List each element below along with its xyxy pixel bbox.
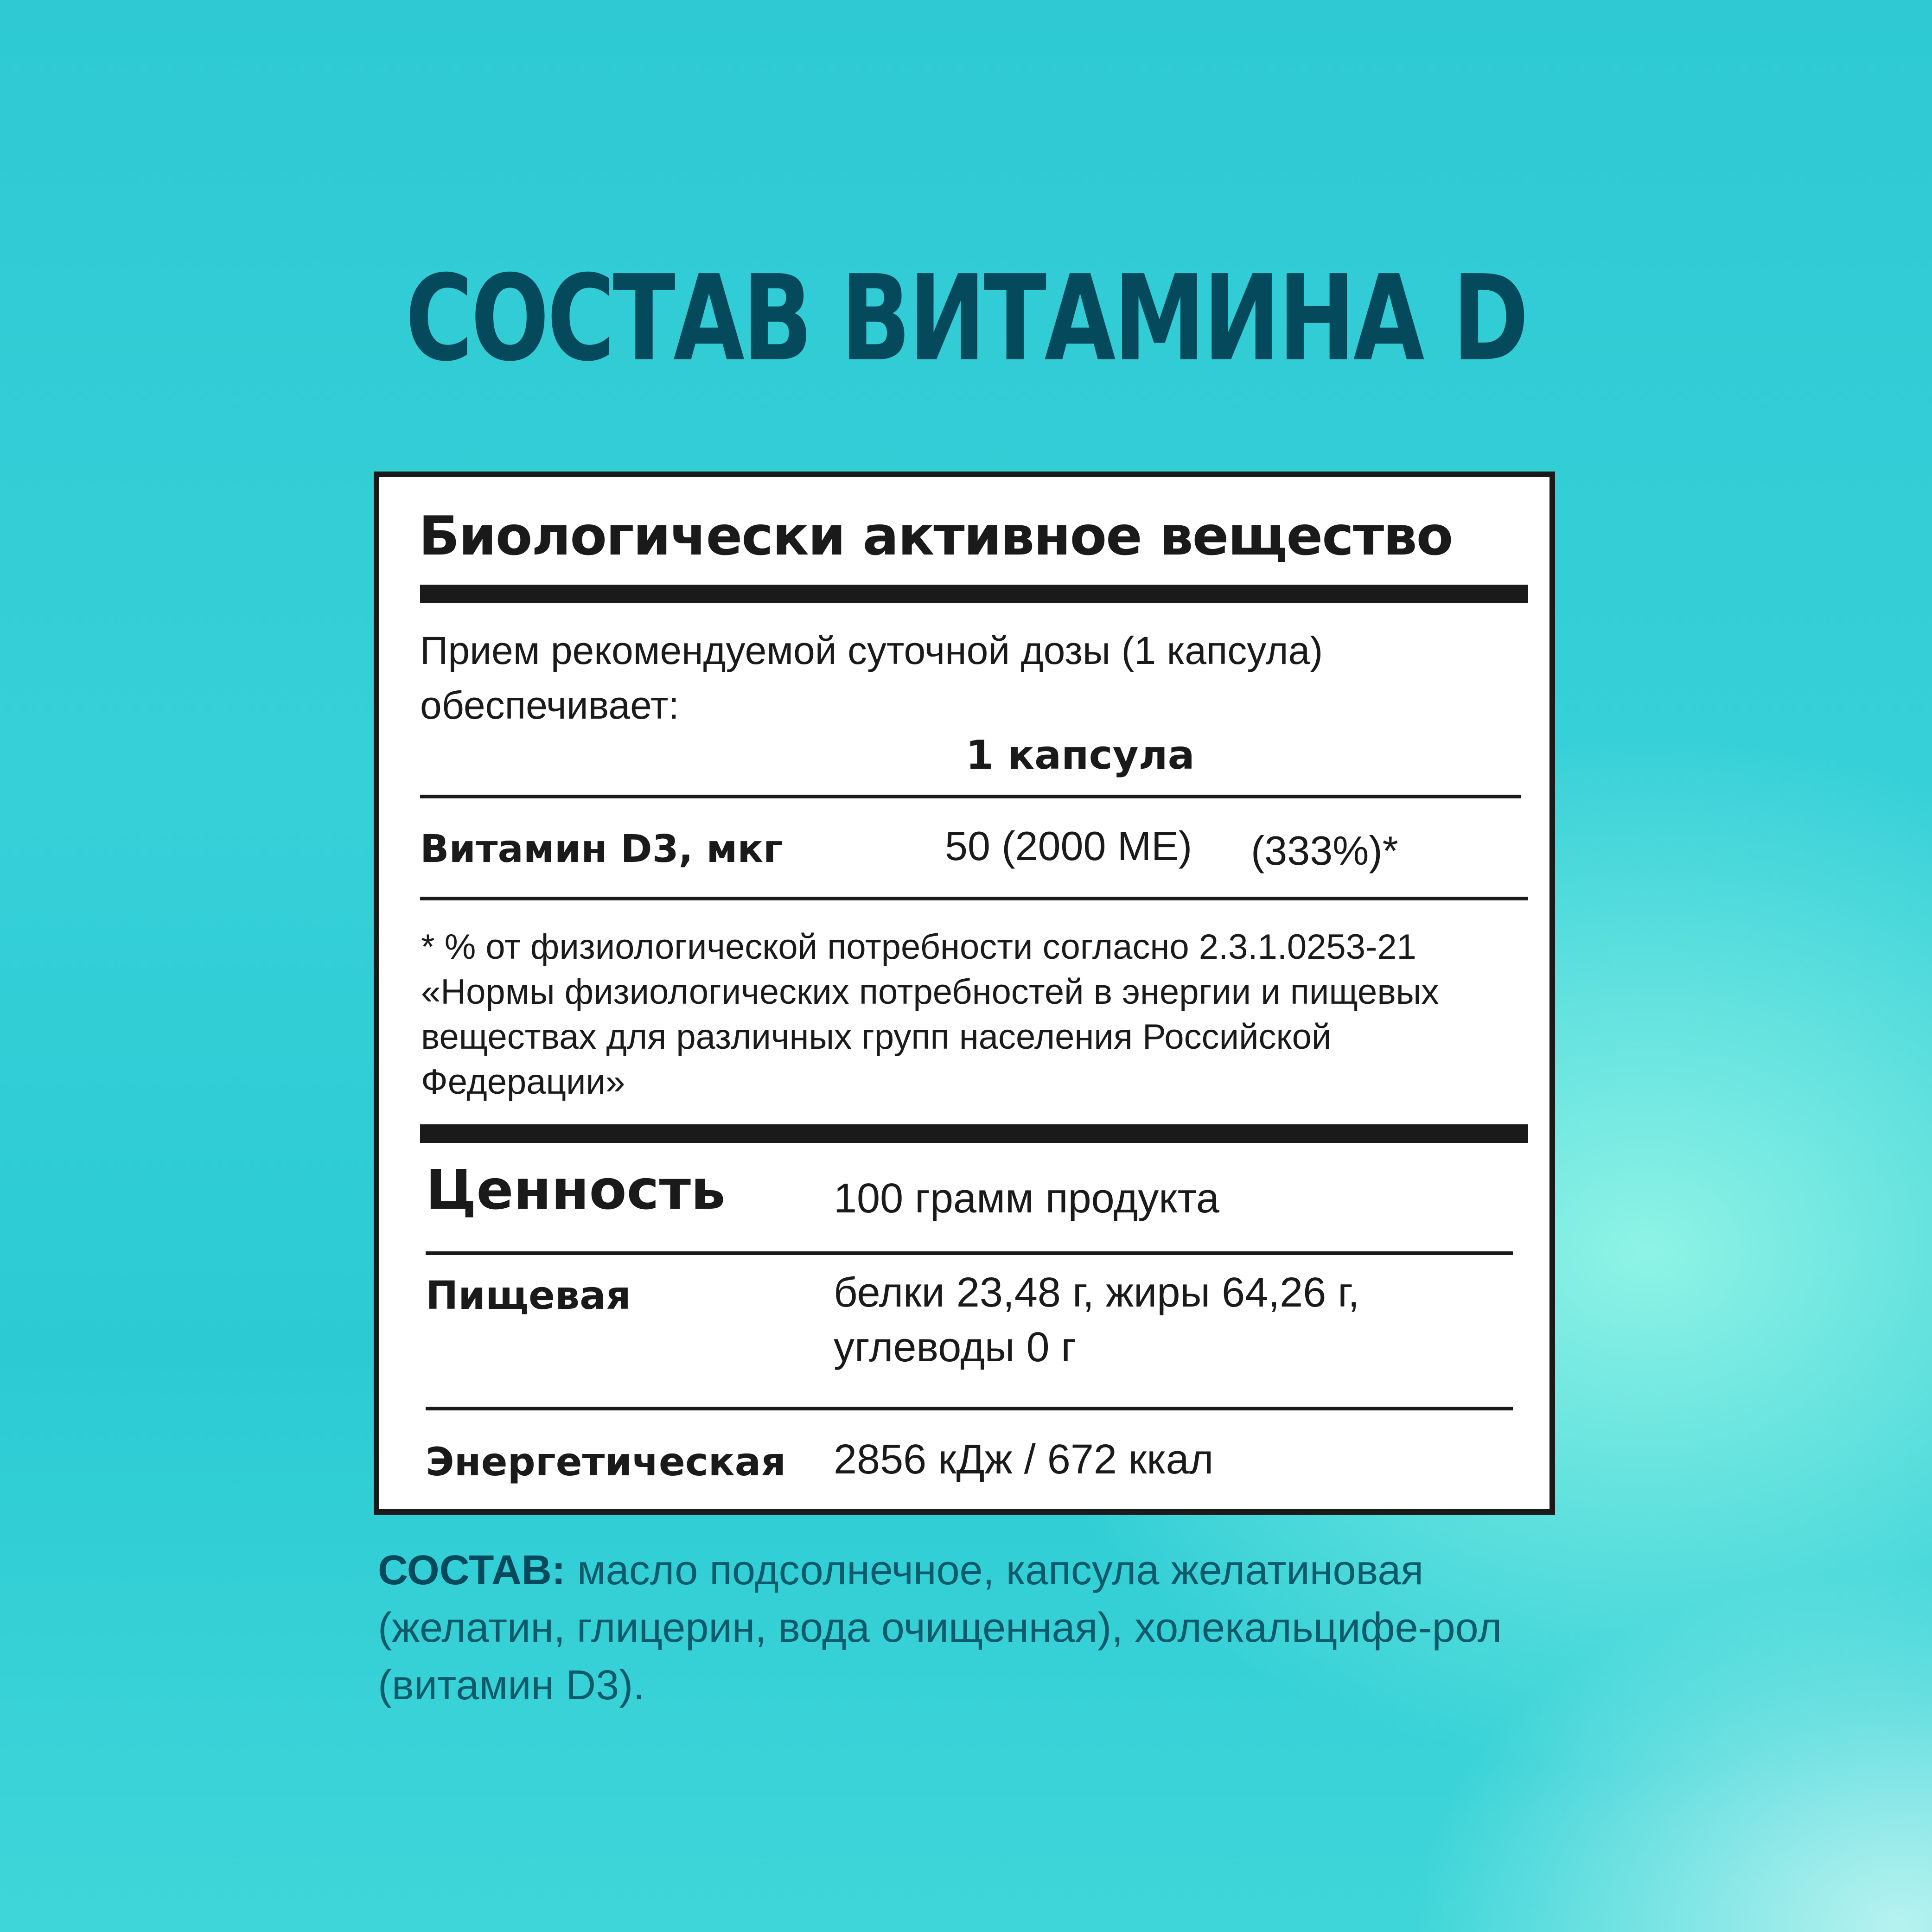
dose-intro: Прием рекомендуемой суточной дозы (1 капсула) обеспечивает: xyxy=(420,629,1323,727)
table-divider-bottom xyxy=(420,897,1528,900)
nutrient-percent: (333%)* xyxy=(1251,828,1398,874)
nutrition-card xyxy=(374,472,1555,1515)
section-divider xyxy=(420,1124,1528,1143)
card-heading: Биологически активное вещество xyxy=(419,505,1453,567)
nutrition-row-label: Пищевая xyxy=(426,1273,631,1318)
energy-row-label: Энергетическая xyxy=(426,1439,786,1485)
nutrition-row-value: белки 23,48 г, жиры 64,26 г, углеводы 0 г xyxy=(834,1269,1360,1371)
composition-text xyxy=(378,1542,1565,1714)
value-divider-2 xyxy=(426,1407,1513,1410)
table-divider-top xyxy=(420,795,1521,798)
value-subheading: 100 грамм продукта xyxy=(834,1175,1219,1222)
nutrient-name: Витамин D3, мкг xyxy=(420,827,783,871)
value-heading: Ценность xyxy=(426,1158,726,1222)
composition-label: СОСТАВ: xyxy=(378,1547,566,1594)
value-divider-1 xyxy=(426,1251,1513,1255)
composition-body: масло подсолнечное, капсула желатиновая (желатин, глицерин, вода очищенная), холекальцифе-рол (витамин D3). xyxy=(378,1547,1502,1709)
column-header-capsule: 1 капсула xyxy=(966,732,1195,778)
page-title: СОСТАВ ВИТАМИНА D xyxy=(405,250,1527,388)
heading-divider xyxy=(420,585,1528,603)
energy-row-value: 2856 кДж / 672 ккал xyxy=(834,1436,1214,1483)
footnote: * % от физиологической потребности согласно 2.3.1.0253-21 «Нормы физиологических потребностей в энергии и пищевых веществах для различных групп населения Российской Федерации» xyxy=(421,927,1439,1102)
nutrient-amount: 50 (2000 МЕ) xyxy=(945,823,1192,869)
